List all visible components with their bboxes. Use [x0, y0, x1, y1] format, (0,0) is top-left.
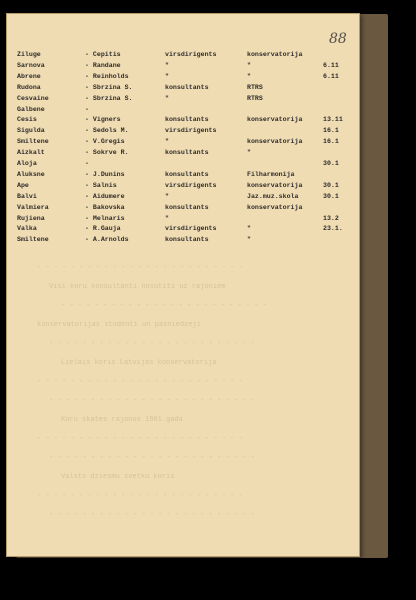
cell-date: 30.1	[323, 192, 339, 200]
table-row	[17, 204, 357, 215]
table-row	[17, 236, 357, 247]
cell-role: konsultants	[165, 203, 209, 211]
page-number: 88	[329, 31, 347, 47]
cell-role: konsultants	[165, 116, 209, 124]
cell-person: - Vigners	[85, 116, 121, 124]
table-row	[17, 106, 357, 117]
cell-name: Smiltene	[17, 236, 49, 244]
cell-role: konsultants	[165, 236, 209, 244]
table-row	[17, 127, 357, 138]
cell-name: Abrene	[17, 72, 41, 80]
cell-date: 13.11	[323, 116, 343, 124]
cell-date: 16.1	[323, 138, 339, 146]
cell-place: "	[247, 149, 251, 157]
table-row	[17, 84, 357, 95]
cell-place: konservatorija	[247, 116, 303, 124]
table-row	[17, 149, 357, 160]
cell-person: - Reinholds	[85, 72, 129, 80]
cell-person: - Salnis	[85, 181, 117, 189]
cell-role: konsultants	[165, 83, 209, 91]
cell-place: Filharmonija	[247, 170, 295, 178]
cell-place: konservatorija	[247, 51, 303, 58]
cell-name: Valka	[17, 225, 37, 233]
cell-name: Valmiera	[17, 203, 49, 211]
bleed-line: Koru skates rajonos 1961.gada	[61, 416, 183, 424]
cell-name: Rujiena	[17, 214, 45, 222]
cell-person: - V.Gregis	[85, 138, 125, 146]
cell-person: - Randane	[85, 61, 121, 69]
cell-role: virsdirigents	[165, 225, 217, 233]
cell-role: "	[165, 72, 169, 80]
cell-date: 13.2	[323, 214, 339, 222]
cell-name: Rudona	[17, 83, 41, 91]
cell-role: "	[165, 138, 169, 146]
cell-place: "	[247, 236, 251, 244]
cell-role: virsdirigents	[165, 127, 217, 135]
table-row	[17, 160, 357, 171]
cell-name: Sarnova	[17, 61, 45, 69]
cell-place: "	[247, 225, 251, 233]
cell-date: 30.1	[323, 160, 339, 167]
cell-date: 6.11	[323, 61, 339, 69]
cell-person: - J.Dunins	[85, 170, 125, 178]
table-row	[17, 182, 357, 193]
cell-person: - R.Gauja	[85, 225, 121, 233]
cell-role: konsultants	[165, 170, 209, 178]
bleed-line: - - - - - - - - - - - - - - - - - - - - - - - - -	[37, 492, 243, 500]
cell-role: "	[165, 94, 169, 102]
cell-name: Aloja	[17, 160, 37, 167]
cell-role: virsdirigents	[165, 181, 217, 189]
bleed-line: - - - - - - - - - - - - - - - - - - - - - - - - -	[49, 454, 255, 462]
cell-person: - Sedols M.	[85, 127, 129, 135]
bleed-line: - - - - - - - - - - - - - - - - - - - - - - - - -	[61, 302, 267, 310]
table-row	[17, 62, 357, 73]
cell-place: konservatorija	[247, 138, 303, 146]
cell-name: Balvi	[17, 192, 37, 200]
cell-role: konsultants	[165, 149, 209, 157]
table-row	[17, 116, 357, 127]
cell-name: Ape	[17, 181, 29, 189]
bleed-line: konservatorijas studenti un pasniedzeji	[37, 321, 201, 329]
cell-date: 6.11	[323, 72, 339, 80]
bleed-line: Valsts dziesmu svetku koris	[61, 473, 175, 481]
cell-person: - Aidumere	[85, 192, 125, 200]
cell-place: konservatorija	[247, 203, 303, 211]
cell-date: 23.1.	[323, 225, 343, 233]
cell-place: Jaz.muz.skola	[247, 192, 299, 200]
cell-person: - Sbrzina S.	[85, 83, 133, 91]
table-row	[17, 171, 357, 182]
bleed-line: Visi koru konsultanti nosutiti uz rajoniem	[49, 283, 226, 291]
bleed-line: Lielais koris Latvijas konservatorija	[61, 359, 217, 367]
bleed-line: - - - - - - - - - - - - - - - - - - - - - - - - -	[49, 511, 255, 519]
cell-name: Galbene	[17, 105, 45, 113]
cell-name: Cesvaine	[17, 94, 49, 102]
cell-person: - Melnaris	[85, 214, 125, 222]
table-row	[17, 215, 357, 226]
bleed-line: - - - - - - - - - - - - - - - - - - - - - - - - -	[37, 378, 243, 386]
cell-person: - Sokrve R.	[85, 149, 129, 157]
cell-person: - Bakovska	[85, 203, 125, 211]
table-row	[17, 193, 357, 204]
cell-person: - Cepitis	[85, 51, 121, 58]
cell-name: Aluksne	[17, 170, 45, 178]
cell-role: "	[165, 61, 169, 69]
cell-date: 30.1	[323, 181, 339, 189]
table-row	[17, 138, 357, 149]
bleed-line: - - - - - - - - - - - - - - - - - - - - - - - - -	[49, 340, 255, 348]
cell-role: "	[165, 192, 169, 200]
cell-place: RTRS	[247, 83, 263, 91]
table-row	[17, 225, 357, 236]
cell-place: konservatorija	[247, 181, 303, 189]
cell-name: Ziluge	[17, 51, 41, 58]
cell-place: "	[247, 72, 251, 80]
table-row	[17, 51, 357, 62]
table-row	[17, 95, 357, 106]
cell-role: virsdirigents	[165, 51, 217, 58]
cell-place: RTRS	[247, 94, 263, 102]
cell-place: "	[247, 61, 251, 69]
bleed-line: - - - - - - - - - - - - - - - - - - - - - - - - -	[37, 264, 243, 272]
cell-name: Aizkalt	[17, 149, 45, 157]
cell-person: - Sbrzina S.	[85, 94, 133, 102]
cell-name: Sigulda	[17, 127, 45, 135]
document-page	[6, 13, 360, 557]
cell-name: Smiltene	[17, 138, 49, 146]
table-row	[17, 73, 357, 84]
bleed-line: - - - - - - - - - - - - - - - - - - - - - - - - -	[37, 435, 243, 443]
cell-role: "	[165, 214, 169, 222]
cell-person: -	[85, 160, 89, 167]
cell-date: 16.1	[323, 127, 339, 135]
cell-name: Cesis	[17, 116, 37, 124]
bleed-line: - - - - - - - - - - - - - - - - - - - - - - - - -	[49, 397, 255, 405]
cell-person: -	[85, 105, 89, 113]
cell-person: - A.Arnolds	[85, 236, 129, 244]
